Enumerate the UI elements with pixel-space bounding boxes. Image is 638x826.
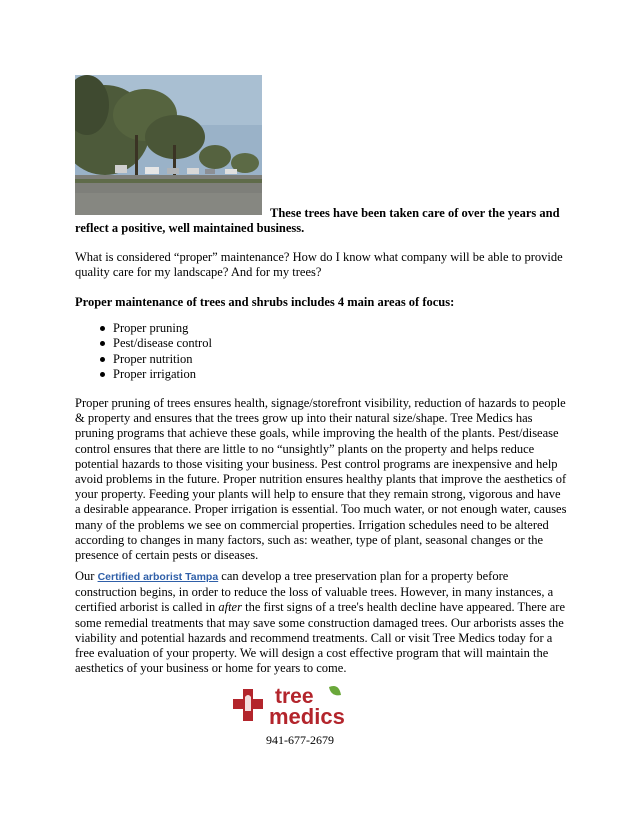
logo-graphic [229,683,379,729]
closing-part1: can develop a tree preservation plan for a property before construction begins, in order to reduce the loss of valuable trees. However, in many instances, a certified arborist is called in [75,569,554,615]
list-item [75,336,212,351]
list-item [75,367,212,382]
list-item-label: Proper pruning [113,321,189,335]
closing-emphasis: after [218,600,242,615]
list-item-label: Proper irrigation [113,366,196,381]
closing-part2: the first signs of a tree's health decline have appeared. There are some remedial treatments that may save some construction damaged trees. Our arborists asses the viability and potential hazards and recommend treatments. Call or visit Tree Medics today for a free evaluation of your property. We will design a cost effective program that will maintain the aesthetics of your business or home for years to come. [75,600,566,676]
certified-arborist-link[interactable]: Certified arborist Tampa [97,571,219,583]
bullet-icon [100,326,105,331]
list-item-label: Pest/disease control [113,336,212,351]
list-item [75,321,212,336]
focus-areas-list [75,321,212,382]
closing-paragraph [75,569,567,676]
photo-caption-line1: These trees have been taken care of over the years and [270,206,560,220]
intro-paragraph: What is considered “proper” maintenance? How do I know what company will be able to provide quality care for my landscape? And for my trees? [75,250,563,280]
parking-lot-trees-photo [75,75,262,215]
leaf-icon [329,686,341,695]
phone-number: 941-677-2679 [266,733,334,747]
bullet-icon [100,372,105,377]
list-item-label: Proper nutrition [113,351,193,366]
logo-word-medics: medics [269,704,345,729]
body-paragraph: Proper pruning of trees ensures health, signage/storefront visibility, reduction of hazards to people & property and ensures that the trees grow up into their natural size/shape. Tree Medics has pruning programs that achieve these goals, while improving the health of the plants. Pest/disease control ensures that there are little to no “unsightly” plants on the property and helps reduce potential hazards to those visiting your business. Pest control programs are inexpensive and help avoid problems in the future. Proper nutrition ensures healthy plants that improve the aesthetics of your property. Feeding your plants will help to ensure that they remain strong, vigorous and have a desirable appearance. Proper irrigation is essential. Too much water, or not enough water, causes many of the problems we see on commercial properties. Irrigation schedules need to be altered according to changes in many factors, such as: weather, type of plant, seasonal changes or the presence of certain pests or diseases. [75,396,567,563]
tree-medics-logo [229,683,379,729]
closing-prefix: Our [75,569,98,583]
bullet-icon [100,341,105,346]
bullet-icon [100,357,105,362]
list-item [75,352,212,367]
photo-caption-line2: reflect a positive, well maintained business. [75,221,305,235]
focus-areas-heading: Proper maintenance of trees and shrubs includes 4 main areas of focus: [75,295,455,309]
logo-word-tree: tree [275,685,314,708]
photo-illustration [75,75,262,215]
